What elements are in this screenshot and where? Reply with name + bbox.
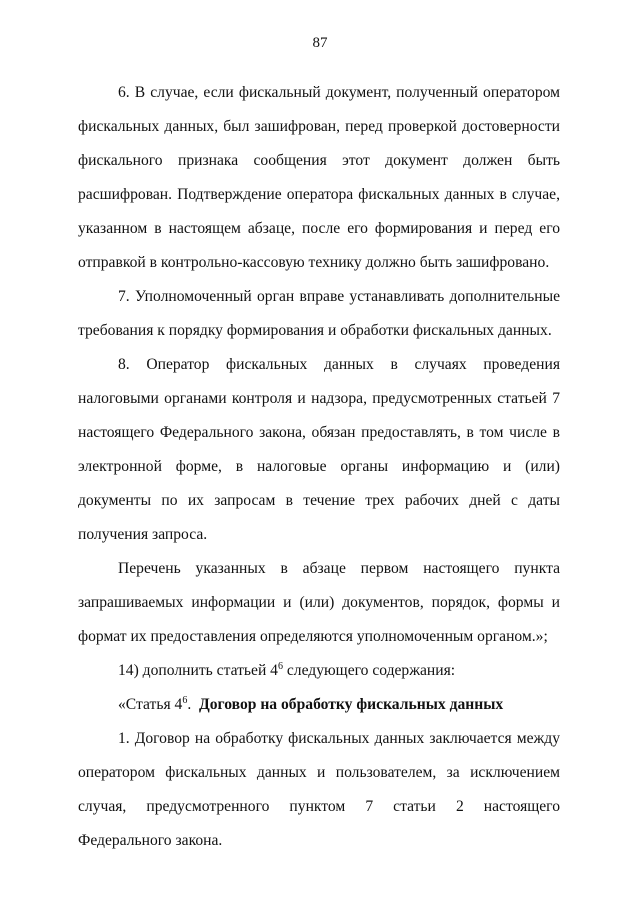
page-number: 87	[312, 35, 328, 51]
amendment-superscript: 6	[277, 661, 283, 672]
article-superscript: 6	[182, 695, 188, 706]
paragraph-8: 8. Оператор фискальных данных в случаях проведения налоговыми органами контроля и надзора, предусмотренных статьей 7 настоящего Федерального закона, обязан предоставлять, в том числе в электронной форме, в налоговые органы информацию и (или) документы по их запросам в течение трех рабочих дней с даты получения запроса.	[78, 356, 560, 543]
amendment-clause	[78, 654, 560, 688]
article-paragraph-1: 1. Договор на обработку фискальных данных заключается между оператором фискальных данных и пользователем, за исключением случая, предусмотренного пунктом 7 статьи 2 настоящего Федерального закона.	[78, 730, 560, 849]
article-prefix: «Статья 4	[118, 696, 183, 713]
paragraph-8-list: Перечень указанных в абзаце первом настоящего пункта запрашиваемых информации и (или) документов, порядок, формы и формат их предоставления определяются уполномоченным органом.»;	[78, 560, 560, 645]
article-dot: .	[187, 696, 192, 713]
amendment-suffix: следующего содержания:	[282, 662, 456, 679]
document-body	[78, 76, 560, 858]
article-heading	[78, 688, 560, 722]
article-title: Договор на обработку фискальных данных	[199, 696, 504, 713]
amendment-prefix: 14) дополнить статьей 4	[118, 662, 278, 679]
paragraph-6: 6. В случае, если фискальный документ, полученный оператором фискальных данных, был зашифрован, перед проверкой достоверности фискального признака сообщения этот документ должен быть расшифрован. Подтверждение оператора фискальных данных в случае, указанном в настоящем абзаце, после его формирования и перед его отправкой в контрольно-кассовую технику должно быть зашифровано.	[78, 84, 560, 271]
paragraph-7: 7. Уполномоченный орган вправе устанавливать дополнительные требования к порядку формирования и обработки фискальных данных.	[78, 288, 560, 339]
